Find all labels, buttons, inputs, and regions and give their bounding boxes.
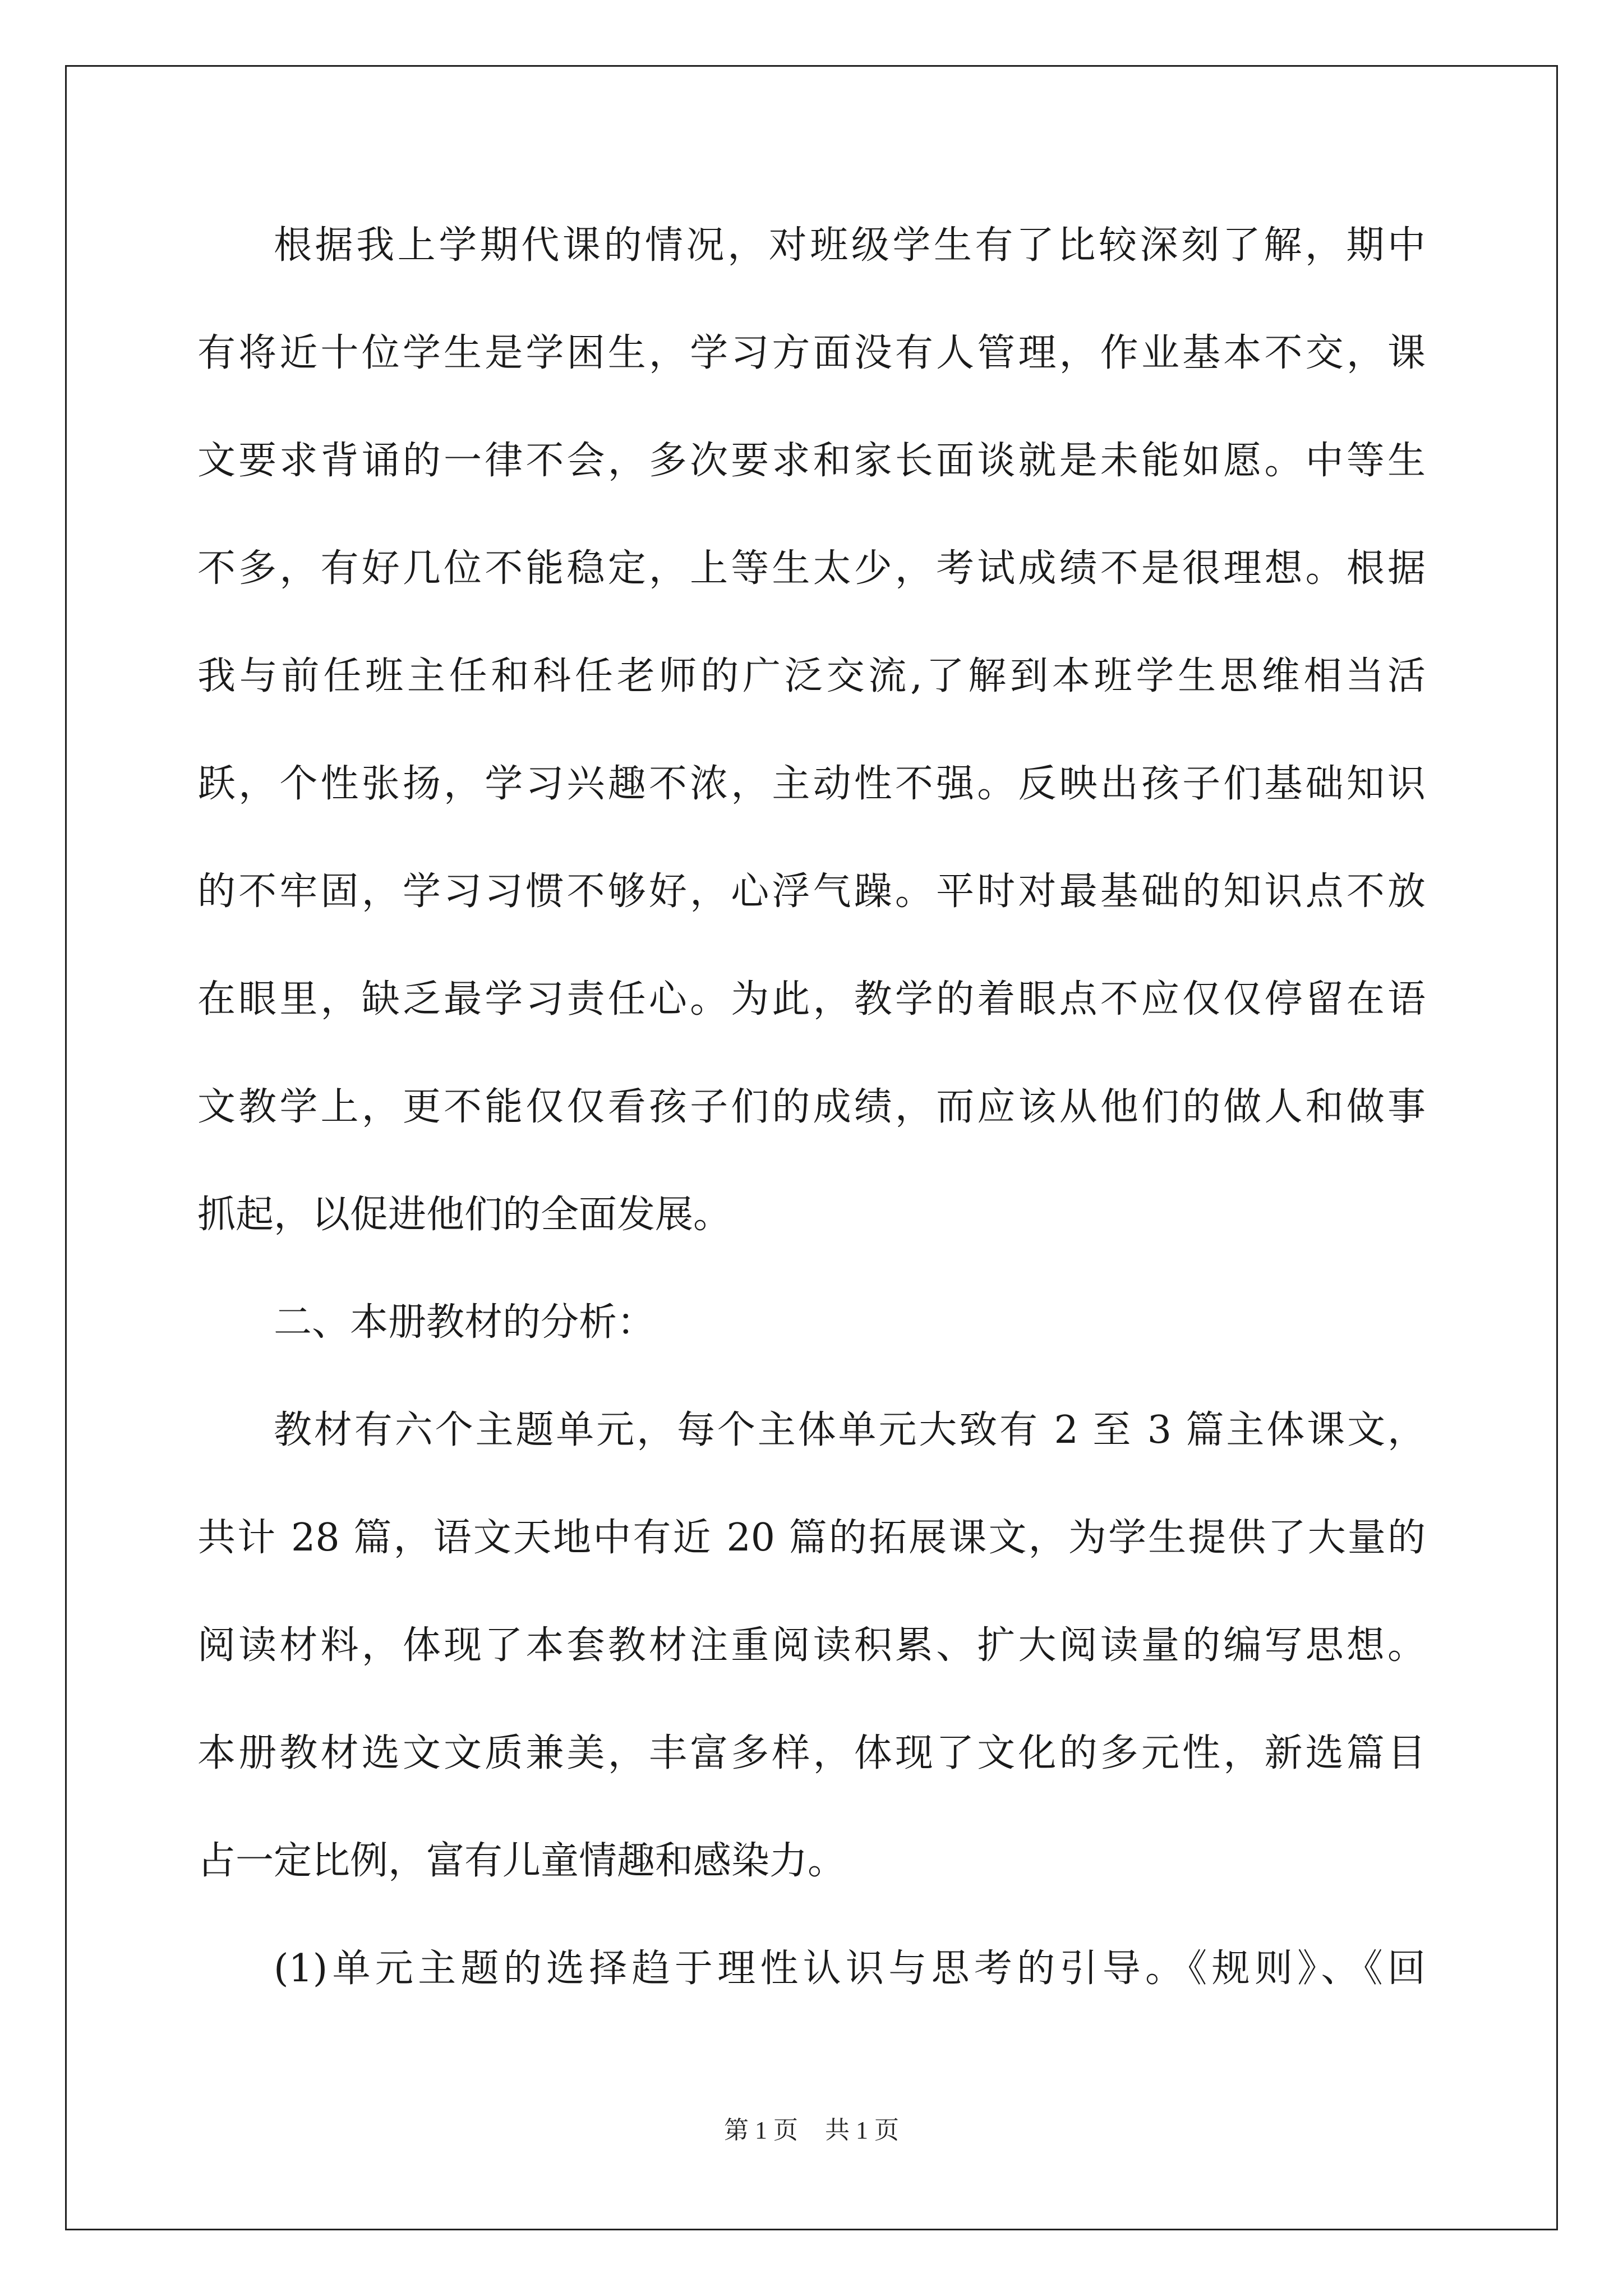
page-footer (0, 2114, 1623, 2147)
text-line: (1)单元主题的选择趋于理性认识与思考的引导。《规则》、《回 (274, 1947, 1426, 1991)
text-line: 阅读材料，体现了本套教材注重阅读积累、扩大阅读量的编写思想。 (197, 1623, 1426, 1668)
text-line: 二、本册教材的分析： (274, 1300, 656, 1345)
text-line: 根据我上学期代课的情况，对班级学生有了比较深刻了解，期中 (274, 223, 1426, 268)
page-number: 第 1 页 (724, 2116, 798, 2144)
text-line: 文教学上，更不能仅仅看孩子们的成绩，而应该从他们的做人和做事 (197, 1085, 1426, 1129)
document-body (197, 218, 1426, 2049)
text-line: 的不牢固，学习习惯不够好，心浮气躁。平时对最基础的知识点不放 (197, 869, 1426, 914)
text-line: 在眼里，缺乏最学习责任心。为此，教学的着眼点不应仅仅停留在语 (197, 977, 1426, 1022)
text-line: 有将近十位学生是学困生，学习方面没有人管理，作业基本不交，课 (197, 331, 1426, 375)
text-line: 占一定比例，富有儿童情趣和感染力。 (197, 1839, 846, 1883)
text-line: 我与前任班主任和科任老师的广泛交流,了解到本班学生思维相当活 (197, 654, 1426, 698)
text-line: 不多，有好几位不能稳定，上等生太少，考试成绩不是很理想。根据 (197, 546, 1426, 591)
text-line: 文要求背诵的一律不会，多次要求和家长面谈就是未能如愿。中等生 (197, 439, 1426, 483)
text-line: 共计 28 篇，语文天地中有近 20 篇的拓展课文，为学生提供了大量的 (197, 1516, 1426, 1560)
text-line: 教材有六个主题单元，每个主体单元大致有 2 至 3 篇主体课文， (274, 1408, 1426, 1452)
text-line: 跃，个性张扬，学习兴趣不浓，主动性不强。反映出孩子们基础知识 (197, 762, 1426, 806)
text-line: 抓起，以促进他们的全面发展。 (197, 1193, 732, 1237)
page-count: 共 1 页 (825, 2116, 899, 2144)
text-line: 本册教材选文文质兼美，丰富多样，体现了文化的多元性，新选篇目 (197, 1731, 1426, 1775)
